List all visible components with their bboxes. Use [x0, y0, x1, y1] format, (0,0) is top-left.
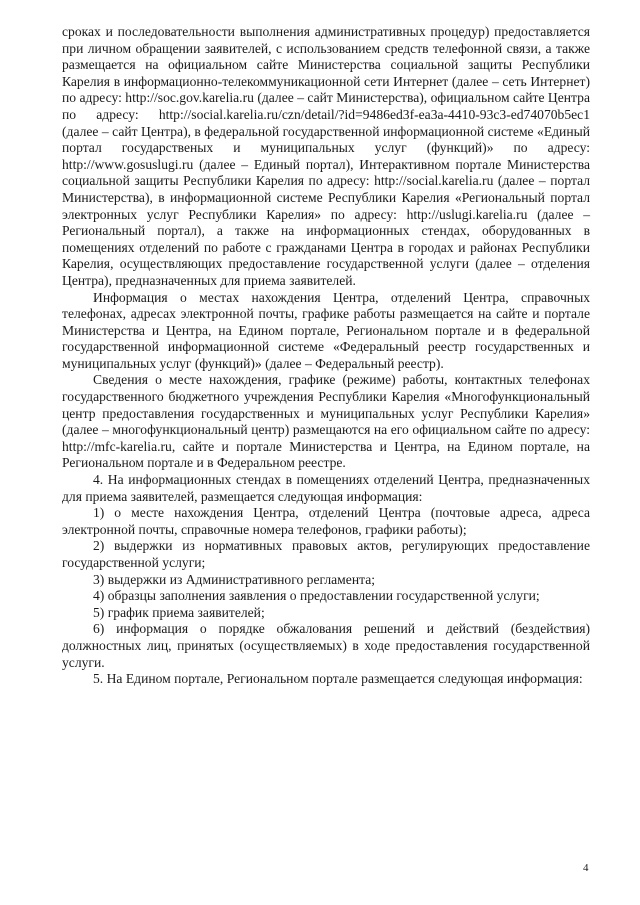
paragraph-3: Сведения о месте нахождения, графике (режиме) работы, контактных телефонах государственного бюджетного учреждения Республики Карелия «Многофункциональный центр предоставления государственных и муниципальных услуг Республики Карелия» (далее – многофункциональный центр) размещаются на его официальном сайте по адресу: http://mfc-karelia.ru, сайте и портале Министерства и Центра, на Едином портале, на Региональном портале и в Федеральном реестре.: [62, 372, 590, 471]
list-item-2: 2) выдержки из нормативных правовых актов, регулирующих предоставление государственной услуги;: [62, 538, 590, 570]
list-item-3: 3) выдержки из Административного регламента;: [93, 571, 376, 587]
paragraph-4: 4. На информационных стендах в помещениях отделений Центра, предназначенных для приема заявителей, размещается следующая информация:: [62, 472, 590, 504]
list-item-6: 6) информация о порядке обжалования решений и действий (бездействия) должностных лиц, принятых (осуществляемых) в ходе предоставления государственной услуги.: [62, 621, 590, 670]
paragraph-5: 5. На Едином портале, Региональном портале размещается следующая информация:: [93, 671, 583, 687]
paragraph-2: Информация о местах нахождения Центра, отделений Центра, справочных телефонах, адресах электронной почты, графике работы размещается на сайте и портале Министерства и Центра, на Едином портале, Региональном портале и в федеральной государственной информационной системе «Федеральный реестр государственных и муниципальных услуг (функций)» (далее – Федеральный реестр).: [62, 289, 590, 371]
page-number: 4: [583, 862, 589, 874]
list-item-1: 1) о месте нахождения Центра, отделений Центра (почтовые адреса, адреса электронной почты, справочные номера телефонов, графики работы);: [62, 505, 590, 537]
paragraph-1: сроках и последовательности выполнения административных процедур) предоставляется при личном обращении заявителей, с использованием средств телефонной связи, а также размещается на официальном сайте Министерства социальной защиты Республики Карелия в информационно-телекоммуникационной сети Интернет (далее – сеть Интернет) по адресу: http://soc.gov.karelia.ru (далее – сайт Министерства), официальном сайте Центра по адресу: http://social.karelia.ru/czn/detail/?id=9486ed3f-ea3a-4410-93c3-ed74070b5ec1 (далее – сайт Центра), в федеральной государственной информационной системе «Единый портал государственых и муниципальных услуг (функций)» по адресу: http://www.gosuslugi.ru (далее – Единый портал), Интерактивном портале Министерства социальной защиты Республики Карелия по адресу: http://social.karelia.ru (далее – портал Министерства), в информационной системе Республики Карелия «Региональный портал электронных услуг Республики Карелия» по адресу: http://uslugi.karelia.ru (далее – Региональный портал), а также на информационных стендах, оборудованных в помещениях отделений по работе с гражданами Центра в городах и районах Республики Карелия, осуществляющих предоставление государственной услуги (далее – отделения Центра), предназначенных для приема заявителей.: [62, 24, 590, 288]
document-page: [62, 24, 590, 688]
list-item-4: 4) образцы заполнения заявления о предоставлении государственной услуги;: [93, 588, 540, 604]
list-item-5: 5) график приема заявителей;: [93, 604, 265, 620]
